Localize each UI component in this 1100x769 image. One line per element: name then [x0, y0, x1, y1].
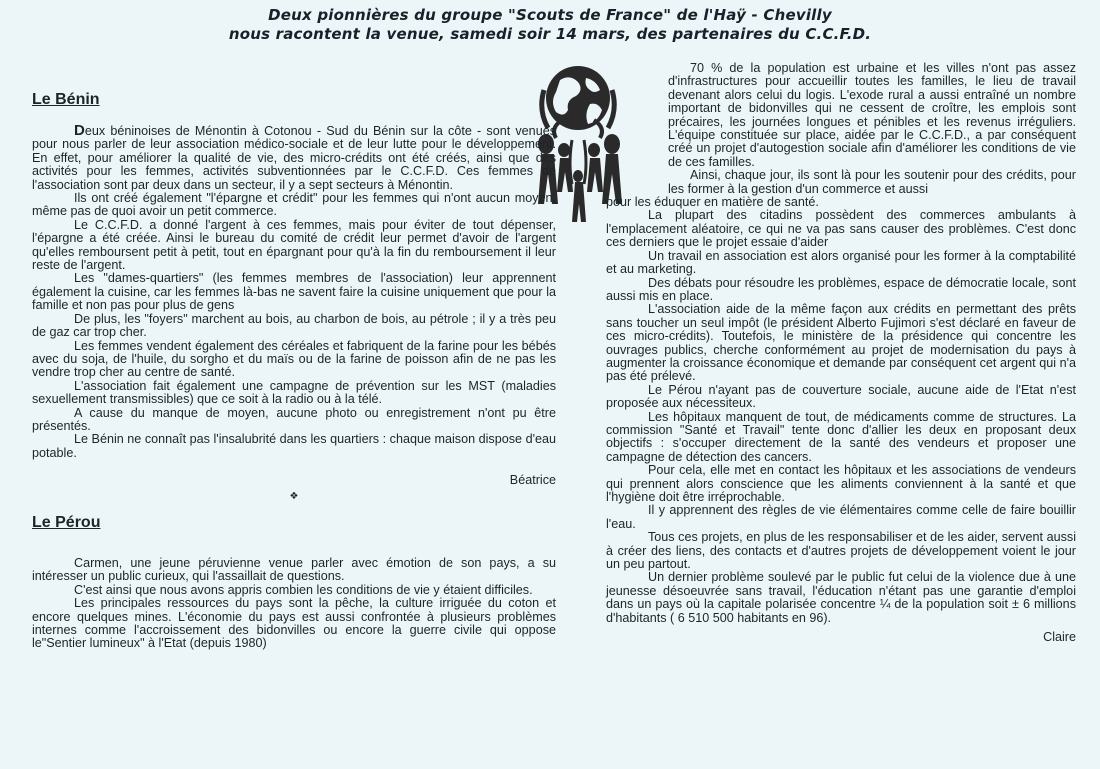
benin-paragraph-1 [32, 124, 556, 192]
title-line-2: nous racontent la venue, samedi soir 14 mars, des partenaires du C.C.F.D. [228, 25, 872, 43]
benin-paragraph-3: Le C.C.F.D. a donné l'argent à ces femmes, mais pour éviter de tout dépenser, l'épargne a été créée. Ainsi le bureau du comité de crédit leur permet d'avoir de l'argent qu'elles remboursent petit à petit, tout en épargnant pour qu'à la fin du remboursement il leur reste de l'argent. [32, 217, 556, 273]
benin-paragraph-6: Les femmes vendent également des céréales et fabriquent de la farine pour les bébés avec du soja, de l'huile, du sorgho et du maïs ou de la farine de poisson afin de ne pas les vendre trop cher au centre de santé. [32, 338, 556, 380]
section-heading-perou: Le Pérou [32, 513, 101, 531]
signature-beatrice: Béatrice [509, 473, 556, 488]
right-paragraph-2b: pour les éduquer en matière de santé. [606, 195, 819, 210]
benin-paragraph-2: Ils ont créé également "l'épargne et crédit" pour les femmes qui n'ont aucun moyen, même pas de quoi avoir un petit commerce. [32, 191, 556, 219]
right-paragraph-12: Un dernier problème soulevé par le public fut celui de la violence due à une jeunesse désoeuvrée sans travail, l'éducation n'étant pas une garantie d'emploi dans un pays où la capitale polarisée concentre ¼ de la population soit ± 6 millions d'habitants ( 6 510 500 habitants en 96). [606, 570, 1076, 625]
signature-claire: Claire [1043, 630, 1076, 645]
right-paragraph-1: 70 % de la population est urbaine et les villes n'ont pas assez d'infrastructures pour accueillir toutes les familles, le lieu de travail devenant alors celui du logis. L'exode rural a aussi entraîné un nombre important de bidonvilles qui ne cessent de croître, les emplois sont précaires, les journées longues et pénibles et les revenus irréguliers. L'équipe constituée sur place, aidée par le C.C.F.D., a par conséquent créé un projet d'autogestion sociale afin d'améliorer les conditions de vie de ces familles. [668, 61, 1076, 169]
benin-paragraph-8: A cause du manque de moyen, aucune photo ou enregistrement n'ont pu être présentés. [32, 405, 556, 433]
article-title [0, 6, 1100, 44]
section-heading-benin: Le Bénin [32, 91, 100, 108]
right-paragraph-4: Un travail en association est alors organisé pour les former à la comptabilité et au marketing. [606, 248, 1076, 277]
section-separator: ❖ [289, 490, 299, 502]
right-paragraph-11: Tous ces projets, en plus de les responsabiliser et de les aider, servent aussi à créer des liens, des contacts et d'autres projets de développement voient le jour un peu partout. [606, 530, 1076, 572]
benin-paragraph-5: De plus, les "foyers" marchent au bois, au charbon de bois, au pétrole ; il y a très peu de gaz car trop cher. [32, 311, 556, 340]
right-paragraph-8: Les hôpitaux manquent de tout, de médicaments comme de structures. La commission "Santé et Travail" tente donc d'allier les deux en proposant deux objectifs : s'occuper directement de la santé des vendeurs et proposer une campagne de détection des cancers. [606, 409, 1076, 464]
right-paragraph-6: L'association aide de la même façon aux crédits en permettant des prêts sans toucher un seul impôt (le président Alberto Fujimori s'est déclaré en faveur de ces micro-crédits). Toutefois, le ministère de la présidence qui concentre les ouvrages publics, cherche conformément au projet de modernisation du pays à augmenter la croissance économique et demande par conséquent cet argent qui n'a pas été prélevé. [606, 302, 1076, 384]
right-paragraph-5: Des débats pour résoudre les problèmes, espace de démocratie locale, sont aussi mis en place. [606, 275, 1076, 303]
right-column [606, 62, 1076, 644]
right-column-narrow-block [668, 62, 1076, 196]
benin-paragraph-7: L'association fait également une campagne de prévention sur les MST (maladies sexuellement transmissibles) que ce soit à la radio ou à la télé. [32, 378, 556, 407]
perou-paragraph-2: C'est ainsi que nous avons appris combien les conditions de vie y étaient difficiles. [74, 582, 533, 597]
title-line-1: Deux pionnières du groupe "Scouts de France" de l'Haÿ - Chevilly [268, 6, 832, 24]
perou-paragraph-1: Carmen, une jeune péruvienne venue parler avec émotion de son pays, a su intéresser un public curieux, qui l'assaillait de questions. [32, 555, 556, 584]
right-paragraph-7: Le Pérou n'ayant pas de couverture sociale, aucune aide de l'Etat n'est proposée aux nécessiteux. [606, 382, 1076, 411]
benin-paragraph-4: Les "dames-quartiers" (les femmes membres de l'association) leur apprennent également la cuisine, car les femmes là-bas ne savent faire la cuisine uniquement que pour la famille et non pas pour plus de gens [32, 271, 556, 313]
perou-paragraph-3: Les principales ressources du pays sont la pêche, la culture irriguée du coton et encore quelques mines. L'économie du pays est aussi confrontée à plusieurs problèmes internes comme l'accroissement des bidonvilles ou encore la guerre civile qui oppose le"Sentier lumineux" à l'Etat (depuis 1980) [32, 596, 556, 651]
benin-paragraph-1-text: eux béninoises de Ménontin à Cotonou - Sud du Bénin sur la côte - sont venues pour nous parler de leur association médico-sociale et de leur lutte pour le développement. En effet, pour améliorer la qualité de vie, des micro-crédits ont été créés, ainsi que des activités pour les femmes, activités subventionnées par le C.C.F.D. Ces femmes de l'association sont par deux dans un secteur, il y a sept secteurs à Ménontin. [32, 124, 556, 192]
benin-paragraph-9: Le Bénin ne connaît pas l'insalubrité dans les quartiers : chaque maison dispose d'eau potable. [32, 432, 556, 460]
right-paragraph-9: Pour cela, elle met en contact les hôpitaux et les associations de vendeurs qui prennent alors conscience que les aliments conviennent à la santé et que l'hygiène doit être irréprochable. [606, 463, 1076, 504]
left-column [32, 90, 556, 651]
drop-cap: D [74, 122, 85, 139]
right-paragraph-10: Il y apprennent des règles de vie élémentaires comme celle de faire bouillir l'eau. [606, 503, 1076, 531]
right-paragraph-3: La plupart des citadins possèdent des commerces ambulants à l'emplacement aléatoire, ce qui ne va pas sans causer des problèmes. C'est donc ces derniers que le projet essaie d'aider [606, 208, 1076, 250]
right-paragraph-2a: Ainsi, chaque jour, ils sont là pour les soutenir pour des crédits, pour les former à la gestion d'un commerce et aussi [668, 168, 1076, 196]
